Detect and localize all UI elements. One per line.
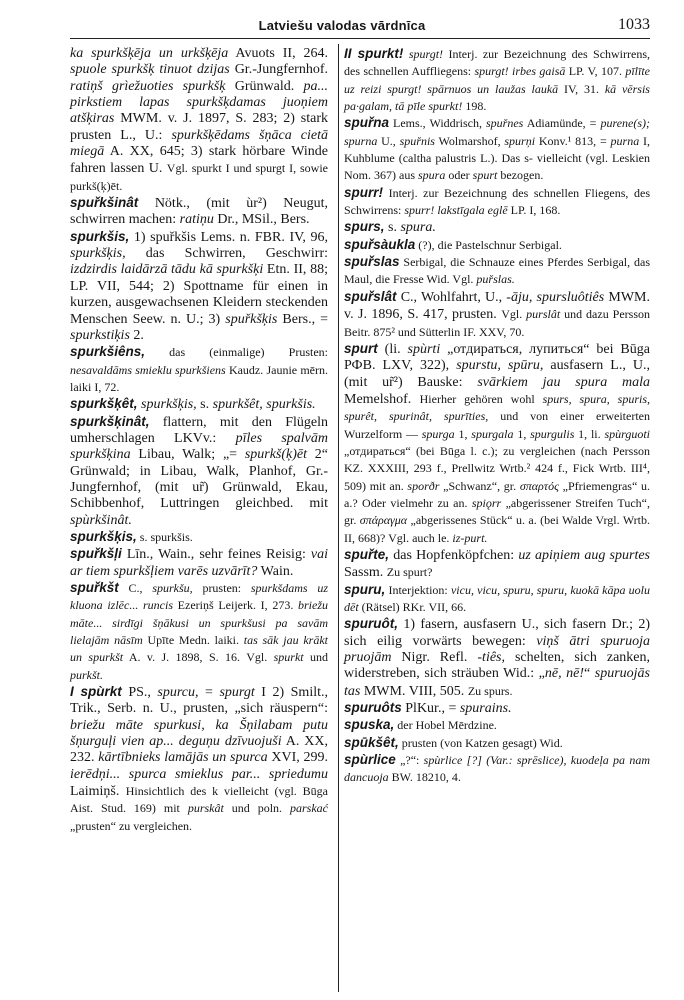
entry-text: der Hobel Mērdzine. xyxy=(394,718,497,733)
entry-text: Interj. zur Bezeichnung des schnellen Fliegens, des Schwirrens: xyxy=(344,185,650,218)
running-title: Latviešu valodas vārdnīca xyxy=(258,18,426,33)
entry-example: sporðr xyxy=(407,478,440,493)
entry-text: PlKur., = xyxy=(401,701,460,717)
entry-headword: spùrlice xyxy=(344,752,396,768)
entry-example: spurcu, xyxy=(157,685,199,701)
dictionary-entry xyxy=(344,735,650,752)
left-column xyxy=(70,46,328,835)
entry-text: schelten, sich zanken, widerstreben, sich sträuben Wid.: „ xyxy=(344,650,651,682)
entry-example: spurgulis xyxy=(530,426,575,441)
dictionary-entry xyxy=(344,616,650,700)
entry-text: das Schwirren, Geschwirr: xyxy=(125,246,328,262)
entry-text: Upīte Medn. laiki. xyxy=(142,633,244,648)
entry-text: Zu spurs. xyxy=(467,683,513,698)
entry-text: A. v. J. 1898, S. 16. Vgl. xyxy=(123,650,274,665)
entry-text: Ezeriņš Leijerk. I, 273. xyxy=(173,598,298,613)
entry-text: s. spurkšis. xyxy=(136,529,193,544)
entry-text: das Hopfenköpfchen: xyxy=(389,547,519,563)
entry-text: Vgl. spurkt I und spurgt I, sowie purkš(ķ)ēt. xyxy=(70,161,328,193)
entry-headword: spuřkšt xyxy=(70,580,119,595)
entry-text: A. XX, 645; 3) stark hörbare Winde fahren lassen U. xyxy=(70,144,328,177)
entry-example: pa... pirkstiem lapas spurkšķdamas juoņiem atšķiras xyxy=(70,78,328,127)
entry-text: A. XX, 232. xyxy=(70,734,329,766)
entry-example: purskât xyxy=(187,801,224,816)
entry-headword: spurkšis, xyxy=(70,228,130,244)
dictionary-entry xyxy=(344,115,650,184)
entry-example: pīlīte uz reizi spurgt! spārnuos un laužas laukā xyxy=(344,64,650,96)
entry-example: spurga xyxy=(421,426,455,441)
entry-example: spurr! lakstīgala eglē xyxy=(404,203,508,218)
entry-example: spurkšêt, spurkšis. xyxy=(212,397,316,413)
entry-headword: spuřslât xyxy=(344,288,397,304)
entry-text: 1) fasern, ausfasern U., sich fasern Dr.; 2) sich eilig vorwärts bewegen: xyxy=(344,617,650,649)
entry-text: BW. 18210, 4. xyxy=(388,770,461,785)
dictionary-entry xyxy=(70,396,328,413)
entry-example: spurkšdams uz kluona izlēc... runcis xyxy=(70,581,328,613)
entry-text: LP. I, 168. xyxy=(507,203,561,218)
dictionary-entry xyxy=(344,46,650,115)
entry-text: Adiamünde, = xyxy=(523,116,601,131)
entry-text: „prusten“ zu vergleichen. xyxy=(70,818,193,833)
entry-example: puřslas. xyxy=(476,272,515,287)
entry-text: Bers., = xyxy=(277,311,328,327)
entry-text: MWM. VIII, 505. xyxy=(360,683,468,699)
entry-text: und dazu Persson Beitr. 875² und Sütterlin IF. XXV, 70. xyxy=(344,307,650,339)
entry-example: spurkš(ķ)ēt xyxy=(244,447,308,463)
entry-text: I 2) Smilt., Trik., Serb. n. U., prusten, „sich räuspern“: xyxy=(70,685,328,717)
entry-text: oder xyxy=(445,168,473,183)
entry-headword: spurr! xyxy=(344,184,384,200)
entry-example: spura. xyxy=(400,220,436,236)
entry-example: spùrkšinât. xyxy=(70,512,132,528)
entry-text: Serbigal, die Schnauze eines Pferdes Serbigal, das Maul, die Fresse Wid. Vgl. xyxy=(344,255,650,287)
entry-text: und xyxy=(303,650,329,665)
entry-text: 198. xyxy=(462,99,487,114)
dictionary-entry xyxy=(344,219,650,236)
entry-text: Dr., MSil., Bers. xyxy=(213,212,310,228)
entry-text: U., xyxy=(377,133,400,148)
entry-example: spuruojās tas xyxy=(344,666,650,699)
dictionary-entry xyxy=(70,414,328,529)
dictionary-entry xyxy=(70,529,328,546)
entry-headword: spuska, xyxy=(344,717,395,733)
header-rule xyxy=(70,38,650,39)
entry-text: MWM. v. J. 1897, S. 283; 2) stark prusten L., U.: xyxy=(70,111,328,143)
entry-example: spurkšķēdams šņāca cietā miegā xyxy=(70,127,328,160)
entry-example: ratiņš grìežuoties spurkšķ xyxy=(70,78,226,94)
dictionary-entry xyxy=(344,582,650,617)
entry-text: 2“ Grünwald; in Libau, Walk, Planhof, Gr.-Jungfernhof, (mit ur̃) Grünwald, Ekau, Schibbenhof, Luttringen gleichbed. mit xyxy=(70,447,328,512)
entry-headword: spuřkšinât xyxy=(70,195,139,211)
entry-example: spurkt xyxy=(273,650,304,665)
entry-text: „Pfriemengras“ u. a.? Oder vielmehr zu an. xyxy=(344,478,650,510)
entry-text: Avuots II, 264. xyxy=(228,46,328,61)
entry-example: -tiês, xyxy=(477,650,505,666)
entry-example: spura xyxy=(418,168,446,183)
entry-text: “ xyxy=(584,666,595,682)
dictionary-entry xyxy=(344,254,650,289)
entry-example: purene(s); spurna xyxy=(344,116,651,148)
entry-text: XVI, 299. xyxy=(267,750,328,766)
entry-example: spiǫrr xyxy=(471,495,502,510)
entry-text: PS., xyxy=(121,685,158,701)
entry-text: „отдираться“ (bei Būga l. c.); zu vergleichen (nach Persson KZ. XXXIII, 293 f., Prellwitz Wrtb.² 424 f., Fick Wrtb. III⁴, 509) mit an. xyxy=(344,443,650,493)
entry-headword: spurkšķis, xyxy=(70,528,137,544)
entry-headword: spuruôt, xyxy=(344,616,398,632)
entry-example: spurkšķis, xyxy=(70,246,126,262)
entry-text: 2. xyxy=(129,327,144,343)
entry-headword: spurkšķêt, xyxy=(70,396,138,412)
entry-text: Nötk., (mit ùr²) Neugut, schwirren machen: xyxy=(70,196,328,228)
entry-text: bezogen. xyxy=(497,168,544,183)
entry-example: spùrti xyxy=(407,341,441,357)
dictionary-entry xyxy=(70,344,328,396)
dictionary-entry xyxy=(344,700,650,717)
entry-text: „отдираться, лупиться“ bei Būga РФВ. LXV, 322), xyxy=(344,341,650,374)
entry-example: spurkšu, xyxy=(152,581,193,595)
dictionary-entry xyxy=(70,46,328,195)
entry-example: spurstu, spūru, xyxy=(456,358,544,374)
entry-headword: spuřte, xyxy=(344,546,390,562)
entry-text: Grünwald. xyxy=(225,78,304,94)
entry-example: ka spurkšķēja un urkšķēja xyxy=(70,46,229,61)
entry-headword: spuruôts xyxy=(344,700,402,716)
entry-example: uz apiņiem aug spurtes xyxy=(518,547,651,563)
entry-text: prusten: xyxy=(192,581,251,595)
entry-example: briežu māte spurkusi, ka Šņilabam putu šņurguļi vien ap... deguņu dzīvuojuši xyxy=(70,717,328,750)
entry-text: (Rätsel) RKr. VII, 66. xyxy=(358,600,467,614)
entry-headword: spuřsàukla xyxy=(344,236,416,252)
dictionary-entry xyxy=(70,684,328,835)
entry-example: viņš ātri spuruoja pruojām xyxy=(344,633,650,666)
entry-text: Interjektion: xyxy=(385,582,451,597)
entry-text: Nigr. Refl. xyxy=(391,650,478,666)
entry-text: „?“: xyxy=(395,753,424,768)
entry-example: spurt xyxy=(472,168,498,183)
entry-text: „Schwanz“, gr. xyxy=(439,478,520,493)
entry-text: Lems., Widdrisch, xyxy=(389,116,486,131)
entry-example: briežu māte... sirdīgi šņākusi un spurkšusi pa savām lielajām nāsīm xyxy=(70,598,328,648)
entry-text: Konv.¹ 813, = xyxy=(535,133,611,148)
entry-example: spurains. xyxy=(459,701,512,717)
entry-text: Wain. xyxy=(257,563,294,579)
entry-text: flattern, mit den Flügeln umherschlagen LKVv.: xyxy=(70,414,328,446)
entry-example: kā vērsis pa·galam, tā pīle spurkt! xyxy=(344,81,650,114)
entry-example: spurkšķis, xyxy=(141,397,197,413)
entry-headword: spuřna xyxy=(344,115,390,131)
entry-text: „abgerissener Streifen Tuch“, gr. xyxy=(344,495,650,528)
entry-example: nē, nē! xyxy=(544,666,584,682)
entry-text: (li. xyxy=(377,341,408,357)
entry-text: ausfasern L., U., (mit ur̃²) Bauske: xyxy=(344,358,650,390)
entry-text: Interj. zur Bezeichnung des Schwirrens, des schnellen Auffliegens: xyxy=(344,47,651,79)
page-header xyxy=(0,0,684,40)
entry-example: -āju, xyxy=(506,289,533,305)
entry-example: σπαρτός xyxy=(519,478,559,493)
entry-text: C., Wohlfahrt, U., xyxy=(396,289,507,305)
column-rule xyxy=(338,44,339,992)
entry-text: Hierher gehören wohl xyxy=(419,391,543,406)
entry-text: prusten (von Katzen gesagt) Wid. xyxy=(398,735,563,750)
entry-example: pīles spalvām spurkšķina xyxy=(70,430,328,463)
entry-text: Līn., Wain., sehr feines Reisig: xyxy=(121,547,311,563)
entry-example: svārkiem jau spura mala xyxy=(477,374,650,390)
entry-headword: spurt xyxy=(344,340,378,356)
entry-headword: spurs, xyxy=(344,219,385,235)
entry-example: vicu, vicu, spuru, spuru, kuokā kāpa uolu dēt xyxy=(344,582,650,614)
entry-example: nesavaldāms smieklu spurkšiens xyxy=(70,362,226,377)
dictionary-entry xyxy=(70,229,328,344)
entry-headword: spuru, xyxy=(344,581,386,597)
entry-text: das (einmalige) Prusten: xyxy=(145,345,328,360)
entry-text: Hinsichtlich des k vielleicht (vgl. Būga Aist. Stud. 169) mit xyxy=(70,784,328,816)
entry-text: Etn. II, 88; LP. VII, 544; 2) Spottname für einen in kurzen, ausgewachsenen Kleidern steckenden Menschen Seew. n. U.; 3) xyxy=(70,262,328,327)
entry-example: spurgala xyxy=(471,426,514,441)
entry-text: C., xyxy=(118,581,153,595)
entry-text: s. xyxy=(196,397,213,413)
entry-text: 1, xyxy=(513,426,531,441)
entry-headword: spuřkšļi xyxy=(70,546,122,562)
entry-text: Zu spurt? xyxy=(386,565,433,580)
entry-example: parskać xyxy=(290,801,328,816)
dictionary-entry xyxy=(344,237,650,254)
entry-example: purna xyxy=(610,133,640,148)
entry-headword: spurkšiêns, xyxy=(70,344,146,360)
entry-example: spuole spurkšķ tinuot dzijas xyxy=(70,62,230,78)
entry-example: purslât xyxy=(526,307,561,322)
entry-example: kārtībnieks lamājās un spurca xyxy=(98,750,268,766)
entry-example: izdzirdis laidārzā tādu kā spurkšķi xyxy=(70,262,264,278)
entry-example: spuřnes xyxy=(486,116,524,131)
entry-example: spursluôtiês xyxy=(536,289,605,305)
dictionary-entry xyxy=(344,717,650,734)
entry-text: Libau, Walk; „= xyxy=(130,447,245,463)
entry-text: MWM. v. J. 1896, S. 417, prusten. xyxy=(344,289,650,323)
entry-text: Sassm. xyxy=(344,565,387,581)
entry-text: LP. V, 107. xyxy=(565,64,626,79)
entry-example: purkšt. xyxy=(70,667,103,682)
entry-text: 1, li. xyxy=(574,426,605,441)
entry-text: 1, xyxy=(454,426,472,441)
dictionary-entry xyxy=(70,195,328,229)
entry-text: Memelshof. xyxy=(344,391,420,407)
entry-text: Wolmarshof, xyxy=(434,133,505,148)
entry-text: und poln. xyxy=(223,801,290,816)
entry-text: s. xyxy=(384,220,401,236)
entry-headword: II spurkt! xyxy=(344,46,404,61)
entry-example: ratiņu xyxy=(179,212,214,228)
dictionary-entry xyxy=(70,580,328,684)
entry-text: Vgl. xyxy=(501,307,527,322)
dictionary-entry xyxy=(344,547,650,582)
entry-headword: spuřslas xyxy=(344,254,400,270)
entry-text: (?), die Pastelschnur Serbigal. xyxy=(415,237,562,252)
entry-headword: I spùrkt xyxy=(70,684,122,700)
entry-text: „abgerissenes Stück“ u. a. (bei Walde Vrgl. Wrtb. II, 668)? Vgl. auch le. xyxy=(344,513,650,545)
entry-example: spurņi xyxy=(504,133,536,148)
entry-text: IV, 31. xyxy=(558,81,605,96)
entry-text: I, Kuhblume (caltha palustris L.). Das s- vielleicht (vgl. Leskien Nom. 367) aus xyxy=(344,133,650,183)
dictionary-entry xyxy=(344,289,650,341)
entry-example: spurs, spura, spuris, spurêt, spurinât, spurīties, xyxy=(344,391,651,424)
entry-example: iz-purt. xyxy=(452,530,488,545)
entry-text: und von einer erweiterten Wurzelform — xyxy=(344,409,650,441)
entry-headword: spurkšķinât, xyxy=(70,413,150,429)
dictionary-entry xyxy=(344,752,650,787)
entry-example: spuřkšķis xyxy=(225,311,278,327)
entry-example: spurkstiķis xyxy=(70,327,130,343)
entry-text: 1) spuřkšis Lems. n. FBR. IV, 96, xyxy=(129,229,328,245)
entry-example: spurgt! irbes gaisā xyxy=(474,64,566,79)
entry-example: spurgt! xyxy=(408,47,444,61)
dictionary-entry xyxy=(344,185,650,220)
dictionary-entry xyxy=(70,546,328,580)
entry-text: Gr.-Jungfernhof. xyxy=(229,62,329,78)
entry-example: ierēdņi... spurca smieklus par... spriedumu xyxy=(70,766,328,782)
entry-example: spùrguoti xyxy=(604,426,651,441)
entry-text: Kaudz. Jaunie mērn. laiki I, 72. xyxy=(70,362,328,394)
entry-headword: spūkšêt, xyxy=(344,734,399,750)
entry-text: = xyxy=(198,685,220,701)
page-number: 1033 xyxy=(618,16,650,33)
entry-text: Laimiņš. xyxy=(70,784,126,800)
right-column xyxy=(344,46,650,787)
entry-example: spurgt xyxy=(219,685,255,701)
entry-example: spùrlice [?] (Var.: sprēslice), kuodeļa pa nam dancuoja xyxy=(344,753,651,785)
entry-example: vai ar tiem spurkšļiem varēs uzvārīt? xyxy=(70,547,328,579)
entry-example: tas sāk jau krākt un spurkšt xyxy=(70,633,328,665)
entry-example: σπάραγμα xyxy=(359,513,408,528)
entry-example: spuřnis xyxy=(399,133,435,148)
dictionary-entry xyxy=(344,341,650,547)
